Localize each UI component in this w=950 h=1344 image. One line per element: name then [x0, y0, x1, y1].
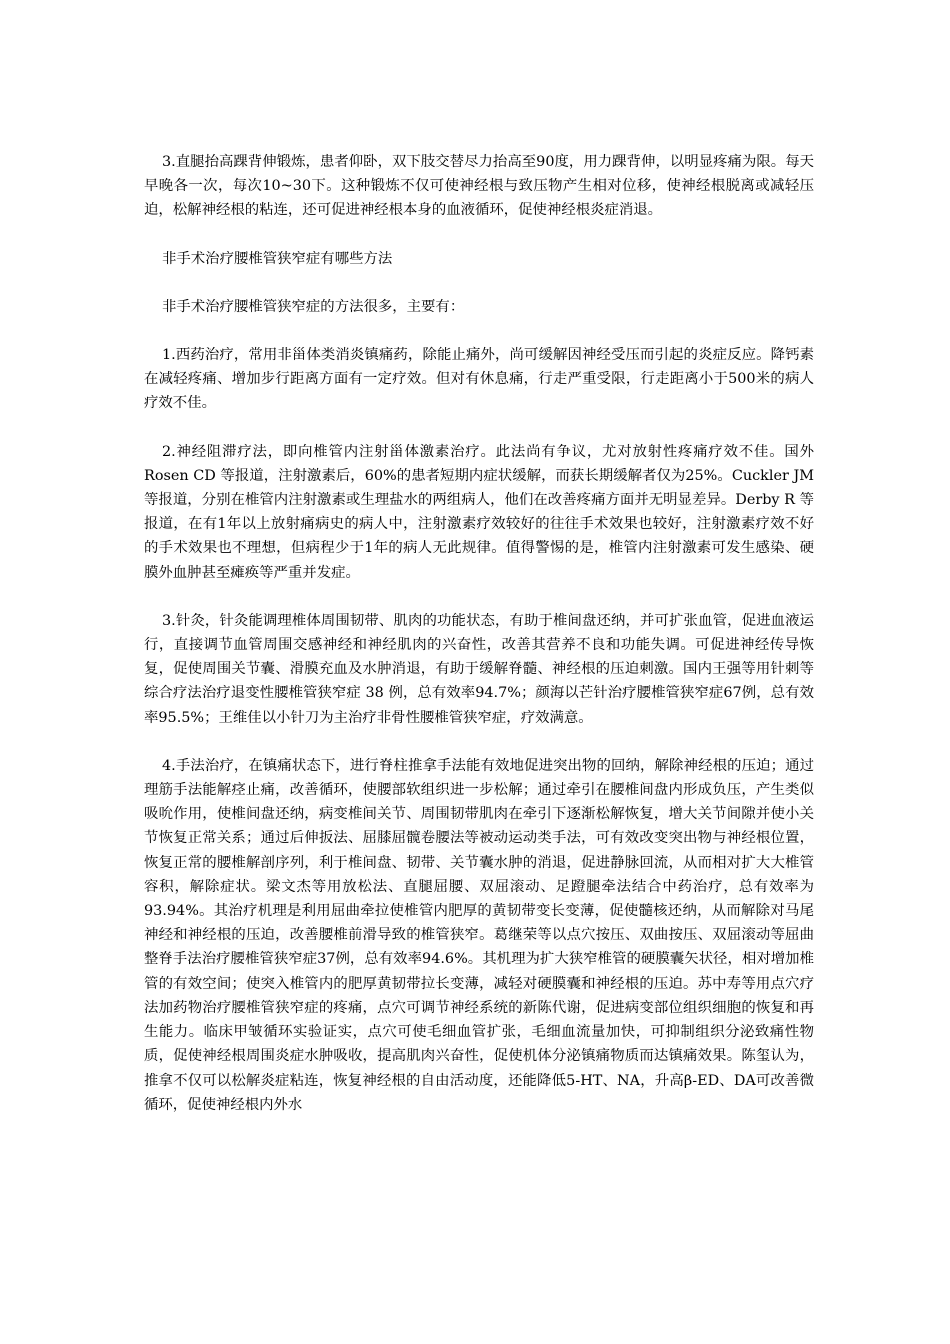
paragraph-acupuncture: 3.针灸，针灸能调理椎体周围韧带、肌肉的功能状态，有助于椎间盘还纳，并可扩张血管，促进血液运行，直接调节血管周围交感神经和神经肌肉的兴奋性，改善其营养不良和功能失调。可促进神经传导恢复，促使周围关节囊、滑膜充血及水肿消退，有助于缓解脊髓、神经根的压迫刺激。国内王强等用针刺等综合疗法治疗退变性腰椎管狭窄症 38 例，总有效率94.7%；颜海以芒针治疗腰椎管狭窄症67例，总有效率95.5%；王维佳以小针刀为主治疗非骨性腰椎管狭窄症，疗效满意。: [144, 612, 814, 726]
paragraph-manual-therapy: 4.手法治疗，在镇痛状态下，进行脊柱推拿手法能有效地促进突出物的回纳，解除神经根的压迫；通过理筋手法能解痉止痛，改善循环，使腰部软组织进一步松解；通过牵引在腰椎间盘内形成负压，产生类似吸吮作用，使椎间盘还纳，病变椎间关节、周围韧带肌肉在牵引下逐渐松解恢复，增大关节间隙并使小关节恢复正常关系；通过后伸扳法、屈膝屈髋卷腰法等被动运动类手法，可有效改变突出物与神经根位置，恢复正常的腰椎解剖序列，利于椎间盘、韧带、关节囊水肿的消退，促进静脉回流，从而相对扩大大椎管容积，解除症状。梁文杰等用放松法、直腿屈腰、双屈滚动、足蹬腿牵法结合中药治疗，总有效率为93.94%。其治疗机理是利用屈曲牵拉使椎管内肥厚的黄韧带变长变薄，促使髓核还纳，从而解除对马尾神经和神经根的压迫，改善腰椎前滑导致的椎管狭窄。葛继荣等以点穴按压、双曲按压、双屈滚动等屈曲整脊手法治疗腰椎管狭窄症37例，总有效率94.6%。其机理为扩大狭窄椎管的硬膜囊矢状径，相对增加椎管的有效空间；使突入椎管内的肥厚黄韧带拉长变薄，减轻对硬膜囊和神经根的压迫。苏中寿等用点穴疗法加药物治疗腰椎管狭窄症的疼痛，点穴可调节神经系统的新陈代谢，促进病变部位组织细胞的恢复和再生能力。临床甲皱循环实验证实，点穴可使毛细血管扩张，毛细血流量加快，可抑制组织分泌致痛性物质，促使神经根周围炎症水肿吸收，提高肌肉兴奋性，促使机体分泌镇痛物质而达镇痛效果。陈玺认为，推拿不仅可以松解炎症粘连，恢复神经根的自由活动度，还能降低5-HT、NA，升高β-ED、DA可改善微循环，促使神经根内外水: [144, 757, 814, 1113]
paragraph-ankle-exercise: 3.直腿抬高踝背伸锻炼，患者仰卧，双下肢交替尽力抬高至90度，用力踝背伸，以明显疼痛为限。每天早晚各一次，每次10~30下。这种锻炼不仅可使神经根与致压物产生相对位移，使神经根脱离或减轻压迫，松解神经根的粘连，还可促进神经根本身的血液循环，促使神经根炎症消退。: [144, 154, 814, 219]
paragraph-nerve-block: 2.神经阻滞疗法，即向椎管内注射甾体激素治疗。此法尚有争议，尤对放射性疼痛疗效不佳。国外 Rosen CD 等报道，注射激素后，60%的患者短期内症状缓解，而获长期缓解者仅为25%。Cuckler JM 等报道，分别在椎管内注射激素或生理盐水的两组病人，他们在改善疼痛方面并无明显差异。Derby R 等报道，在有1年以上放射痛病史的病人中，注射激素疗效较好的往往手术效果也较好，注射激素疗效不好的手术效果也不理想，但病程少于1年的病人无此规律。值得警惕的是，椎管内注射激素可发生感染、硬膜外血肿甚至瘫痪等严重并发症。: [144, 443, 819, 581]
paragraph-western-medicine: 1.西药治疗，常用非甾体类消炎镇痛药，除能止痛外，尚可缓解因神经受压而引起的炎症反应。降钙素在减轻疼痛、增加步行距离方面有一定疗效。但对有休息痛，行走严重受限，行走距离小于500米的病人疗效不佳。: [144, 347, 814, 412]
section-heading: 非手术治疗腰椎管狭窄症有哪些方法: [162, 250, 393, 267]
paragraph-intro: 非手术治疗腰椎管狭窄症的方法很多，主要有：: [162, 298, 465, 315]
